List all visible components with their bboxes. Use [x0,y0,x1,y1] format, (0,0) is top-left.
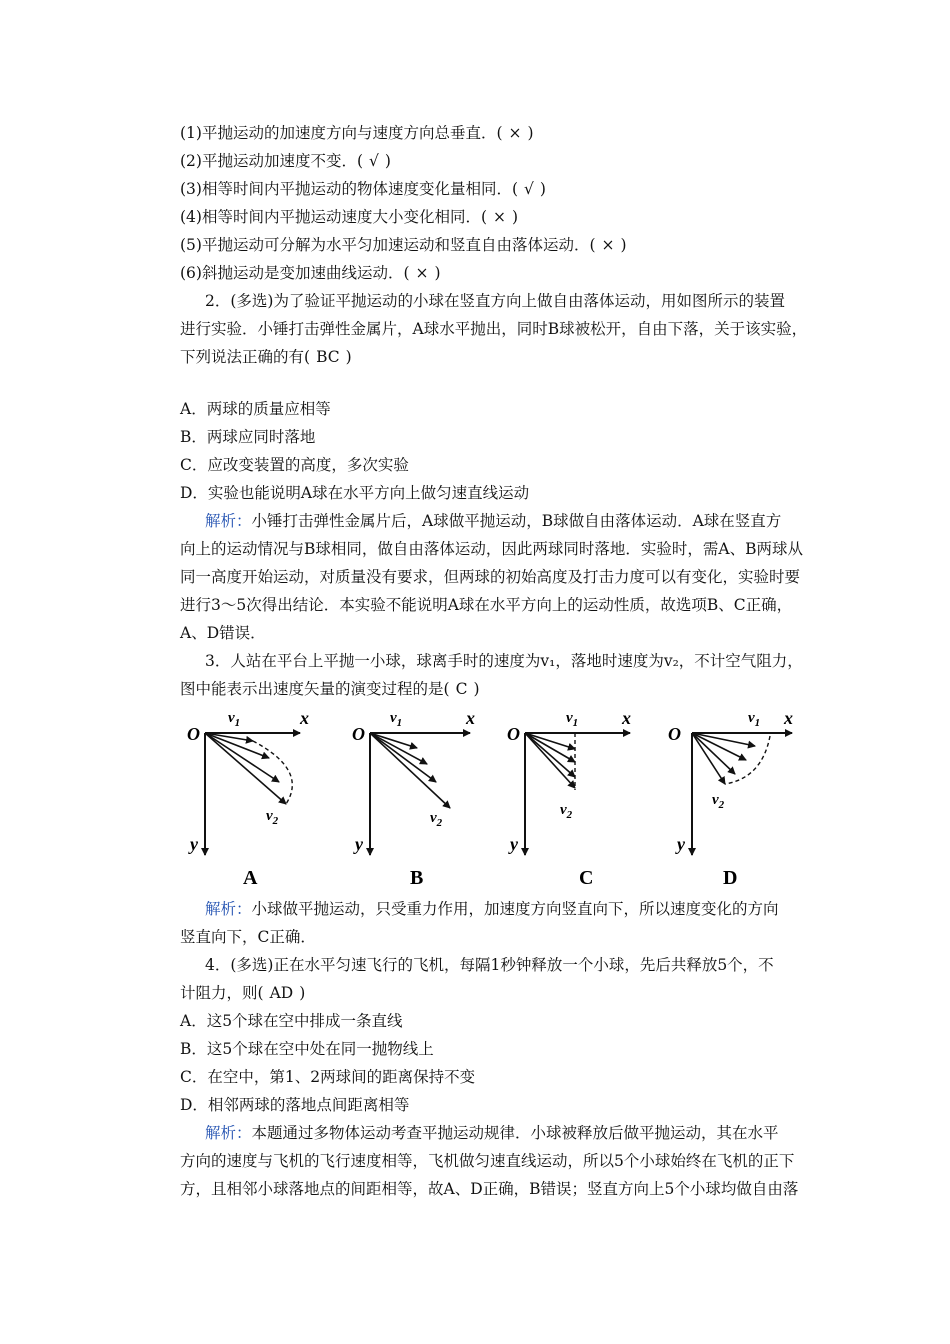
panel-c-v2: $v_2$ [560,802,573,821]
panel-b-v2: $v_2$ [430,810,443,829]
q2-option-a: A．两球的质量应相等 [180,400,331,418]
panel-a-x-label: x [300,708,309,728]
q4-option-d: D．相邻两球的落地点间距离相等 [180,1096,410,1114]
q3-answer: C [455,680,468,698]
panel-c-origin: O [507,724,520,744]
q1-answer-3: √ [524,180,534,198]
q1-answer-1: × [508,124,522,142]
panel-c-v1: $v_1$ [566,710,579,729]
q1-item-6: (6)斜抛运动是变加速曲线运动．( × ) [180,264,441,282]
panel-d-letter: D [723,867,738,889]
q4-analysis-line-1: 解析：本题通过多物体运动考查平抛运动规律．小球被释放后做平抛运动，其在水平 [205,1124,779,1142]
q3-stem-line-2: 图中能表示出速度矢量的演变过程的是( C ) [180,680,480,698]
panel-b-v1: $v_1$ [390,710,403,729]
panel-d-y-label: y [677,834,685,854]
q2-stem-line-3: 下列说法正确的有( BC ) [180,348,352,366]
q2-analysis-line-3: 同一高度开始运动，对质量没有要求，但两球的初始高度及打击力度可以有变化，实验时要 [180,568,801,586]
q2-option-d: D．实验也能说明A球在水平方向上做匀速直线运动 [180,484,530,502]
q1-answer-6: × [415,264,429,282]
q2-analysis-line-5: A、D错误． [180,624,266,642]
q4-answer: AD [269,984,294,1002]
panel-a-origin: O [187,724,200,744]
panel-d-v1: $v_1$ [748,710,761,729]
q2-analysis-line-4: 进行3～5次得出结论．本实验不能说明A球在水平方向上的运动性质，故选项B、C正确， [180,596,793,614]
panel-b-y-label: y [355,834,363,854]
q4-option-c: C．在空中，第1、2两球间的距离保持不变 [180,1068,476,1086]
q4-stem-line-1: 4．(多选)正在水平匀速飞行的飞机，每隔1秒钟释放一个小球，先后共释放5个，不 [205,956,774,974]
panel-b-letter: B [410,867,424,889]
panel-c-x-label: x [622,708,631,728]
q3-analysis-line-2: 竖直向下，C正确． [180,928,316,946]
q1-answer-4: × [493,208,507,226]
q1-answer-2: √ [369,152,379,170]
q2-stem-line-1: 2．(多选)为了验证平抛运动的小球在竖直方向上做自由落体运动，用如图所示的装置 [205,292,785,310]
panel-d-v2: $v_2$ [712,792,725,811]
velocity-vector-figure [180,700,820,890]
q1-item-4: (4)相等时间内平抛运动速度大小变化相同．( × ) [180,208,519,226]
panel-b-x-label: x [466,708,475,728]
panel-d-x-label: x [784,708,793,728]
panel-a-y-label: y [190,834,198,854]
panel-d-origin: O [668,724,681,744]
q1-item-1: (1)平抛运动的加速度方向与速度方向总垂直．( × ) [180,124,534,142]
panel-a [187,708,309,889]
q3-analysis-line-1: 解析：小球做平抛运动，只受重力作用，加速度方向竖直向下，所以速度变化的方向 [205,900,779,918]
panel-d [668,708,793,889]
panel-a-letter: A [243,867,258,889]
q2-option-c: C．应改变装置的高度，多次实验 [180,456,409,474]
q2-stem-line-2: 进行实验．小锤打击弹性金属片，A球水平抛出，同时B球被松开，自由下落，关于该实验， [180,320,808,338]
q1-item-5: (5)平抛运动可分解为水平匀加速运动和竖直自由落体运动．( × ) [180,236,627,254]
panel-b [352,708,475,889]
panel-c-letter: C [579,867,594,889]
panel-a-v2: $v_2$ [266,808,279,827]
q2-analysis-label: 解析： [205,512,252,530]
q2-answer: BC [316,348,340,366]
q2-option-b: B．两球应同时落地 [180,428,316,446]
q4-option-b: B．这5个球在空中处在同一抛物线上 [180,1040,434,1058]
q2-analysis-line-2: 向上的运动情况与B球相同，做自由落体运动，因此两球同时落地．实验时，需A、B两球从 [180,540,803,558]
q4-analysis-label: 解析： [205,1124,252,1142]
q1-item-2: (2)平抛运动加速度不变．( √ ) [180,152,391,170]
q1-item-3: (3)相等时间内平抛运动的物体速度变化量相同．( √ ) [180,180,546,198]
q4-stem-line-2: 计阻力，则( AD ) [180,984,306,1002]
q4-option-a: A．这5个球在空中排成一条直线 [180,1012,403,1030]
panel-c [507,708,631,889]
q2-analysis-line-1: 解析：小锤打击弹性金属片后，A球做平抛运动，B球做自由落体运动．A球在竖直方 [205,512,782,530]
q3-analysis-label: 解析： [205,900,252,918]
q1-answer-5: × [601,236,615,254]
panel-b-origin: O [352,724,365,744]
q4-analysis-line-2: 方向的速度与飞机的飞行速度相等，飞机做匀速直线运动，所以5个小球始终在飞机的正下 [180,1152,795,1170]
q4-analysis-line-3: 方，且相邻小球落地点的间距相等，故A、D正确，B错误；竖直方向上5个小球均做自由落 [180,1180,799,1198]
panel-a-v1: $v_1$ [228,710,241,729]
figure-svg [180,700,820,890]
q3-stem-line-1: 3．人站在平台上平抛一小球，球离手时的速度为v₁，落地时速度为v₂，不计空气阻力， [205,652,803,670]
panel-c-y-label: y [510,834,518,854]
